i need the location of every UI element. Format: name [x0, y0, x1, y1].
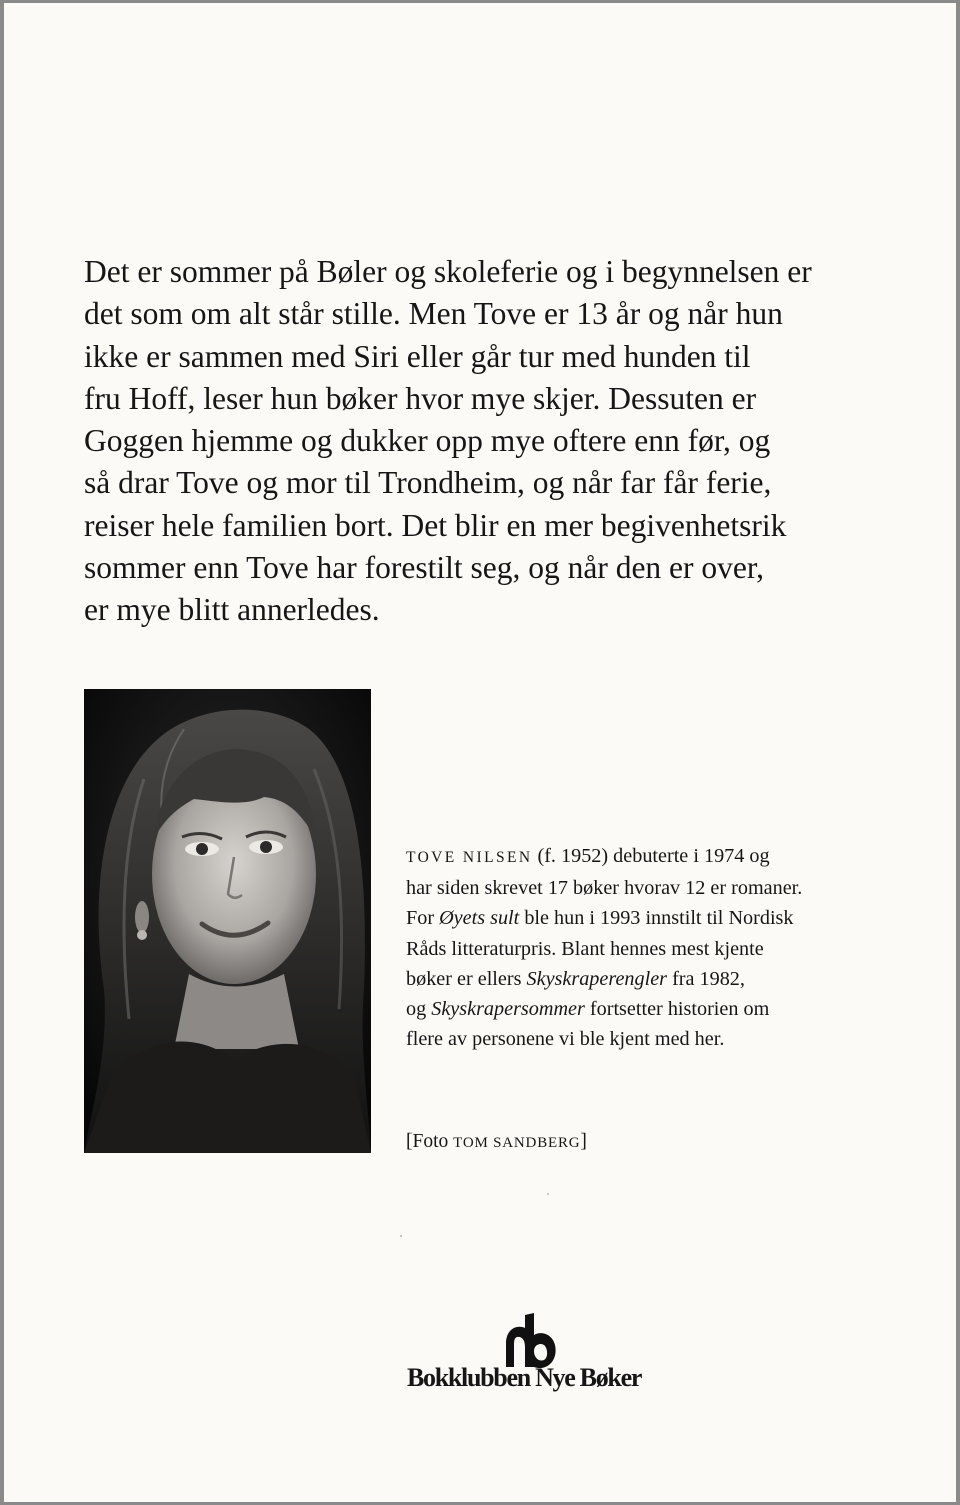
blurb-line: Det er sommer på Bøler og skoleferie og i begynnelsen er — [84, 254, 812, 289]
bio-text: (f. 1952) debuterte i 1974 og — [532, 845, 770, 867]
blurb-text — [84, 251, 884, 632]
bio-text: fortsetter historien om — [584, 998, 770, 1021]
blurb-line: Goggen hjemme og dukker opp mye oftere enn før, og — [84, 423, 771, 459]
bio-line — [406, 964, 946, 994]
publisher-name: Bokklubben Nye Bøker — [407, 1363, 642, 1392]
bio-text: ble hun i 1993 innstilt til Nordisk — [519, 907, 794, 930]
blurb-line: reiser hele familien bort. Det blir en mer begivenhetsrik — [84, 507, 787, 543]
back-cover — [4, 3, 956, 1502]
bio-line: flere av personene vi ble kjent med her. — [406, 1028, 725, 1051]
bio-line — [406, 841, 946, 873]
blurb-line: det som om alt står stille. Men Tove er 13 år og når hun — [84, 296, 783, 332]
credit-label: Foto — [412, 1131, 449, 1152]
credit-photographer: TOM SANDBERG — [453, 1135, 581, 1151]
bio-text: fra 1982, — [667, 967, 745, 990]
blurb-line: ikke er sammen med Siri eller går tur med hunden til — [84, 338, 751, 374]
credit-bracket: [ — [406, 1131, 413, 1152]
bio-line — [406, 903, 946, 933]
blurb-line: sommer enn Tove har forestilt seg, og når den er over, — [84, 550, 764, 586]
bio-line — [406, 994, 946, 1024]
paper-speck — [547, 1193, 549, 1195]
blurb-line: fru Hoff, leser hun bøker hvor mye skjer. Dessuten er — [84, 380, 757, 416]
bio-line: Råds litteraturpris. Blant hennes mest kjente — [406, 937, 764, 960]
book-title: Skyskrapersommer — [431, 998, 585, 1021]
credit-bracket: ] — [580, 1131, 587, 1152]
blurb-line: er mye blitt annerledes. — [84, 592, 380, 628]
book-title: Skyskraperengler — [526, 967, 668, 990]
publisher-logo-icon — [484, 1313, 564, 1369]
book-title: Øyets sult — [439, 907, 520, 930]
blurb-line: så drar Tove og mor til Trondheim, og når far får ferie, — [84, 465, 772, 501]
author-name: TOVE NILSEN — [406, 849, 533, 866]
author-bio — [406, 841, 946, 1054]
paper-speck — [400, 1235, 402, 1237]
bio-text: bøker er ellers — [406, 967, 527, 990]
bio-text: For — [406, 907, 440, 930]
bio-line: har siden skrevet 17 bøker hvorav 12 er romaner. — [406, 877, 803, 900]
author-photo — [84, 689, 371, 1153]
author-portrait-image — [84, 689, 371, 1153]
bio-text: og — [406, 998, 432, 1021]
photo-credit — [406, 1131, 587, 1153]
